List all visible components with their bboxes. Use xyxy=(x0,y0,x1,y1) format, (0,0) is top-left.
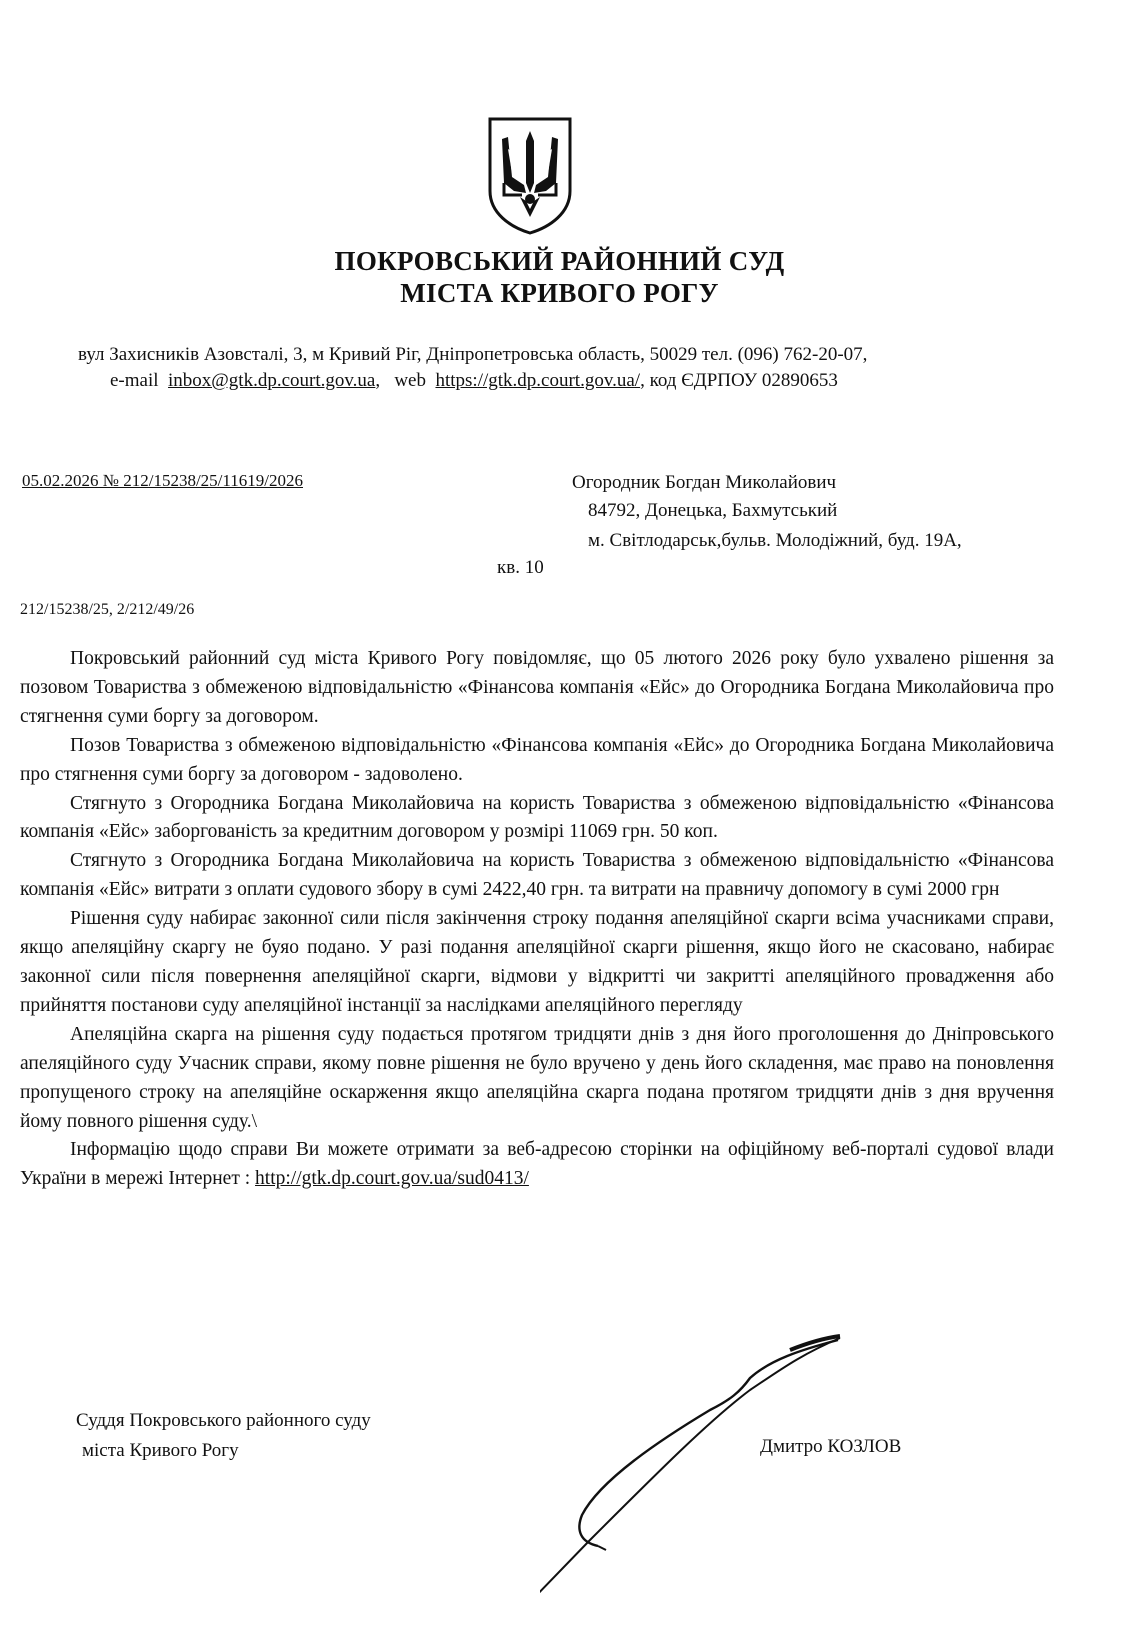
case-info-link[interactable]: http://gtk.dp.court.gov.ua/sud0413/ xyxy=(255,1168,529,1190)
trident-emblem-icon xyxy=(484,113,576,235)
recipient-address-line1: 84792, Донецька, Бахмутський xyxy=(588,500,838,521)
recipient-address-line2: м. Світлодарськ,бульв. Молодіжний, буд. 19А, xyxy=(588,530,962,551)
email-label: e-mail xyxy=(110,370,159,391)
info-text: Інформацію щодо справи Ви можете отримати за веб-адресою сторінки на офіційному веб-порталі судової влади України в мережі Інтернет : xyxy=(20,1139,1054,1190)
web-label: web xyxy=(394,370,426,391)
judge-title xyxy=(76,1406,371,1466)
letter-body xyxy=(20,645,1054,1194)
body-paragraph: Апеляційна скарга на рішення суду подається протягом тридцяти днів з дня його проголошення до Дніпровського апеляційного суду Учасник справи, якому повне рішення не було вручено у день його складення, має право на поновлення пропущеного строку на апеляційне оскарження якщо апеляційна скарга подана протягом тридцяти днів з дня вручення йому повного рішення суду.\ xyxy=(20,1023,1054,1132)
body-paragraph: Покровський районний суд міста Кривого Рогу повідомляє, що 05 лютого 2026 року було ухвалено рішення за позовом Товариства з обмеженою відповідальністю «Фінансова компанія «Ейс» до Огородника Богдана Миколайовича про стягнення суми боргу за договором. xyxy=(20,648,1054,727)
website-link[interactable]: https://gtk.dp.court.gov.ua/ xyxy=(435,370,641,391)
case-numbers: 212/15238/25, 2/212/49/26 xyxy=(20,601,195,618)
judge-title-line2: міста Кривого Рогу xyxy=(82,1440,239,1461)
body-paragraph: Рішення суду набирає законної сили після закінчення строку подання апеляційної скарги всіма учасниками справи, якщо апеляційну скаргу не буяо подано. У разі подання апеляційної скарги рішення, якщо його не скасовано, набирає законної сили після повернення апеляційної скарги, відмови у відкритті чи закритті апеляційного провадження або прийняття постанови суду апеляційної інстанції за наслідками апеляційного перегляду xyxy=(20,908,1054,1016)
judge-title-line1: Суддя Покровського районного суду xyxy=(76,1410,371,1431)
recipient-address-line3: кв. 10 xyxy=(497,557,544,578)
email-link[interactable]: inbox@gtk.dp.court.gov.ua xyxy=(168,370,376,391)
handwritten-signature-icon xyxy=(540,1330,900,1630)
court-name-line2: МІСТА КРИВОГО РОГУ xyxy=(400,278,719,308)
judge-name: Дмитро КОЗЛОВ xyxy=(760,1436,902,1457)
body-paragraph-info xyxy=(20,1136,1054,1194)
court-name-line1: ПОКРОВСЬКИЙ РАЙОННИЙ СУД xyxy=(334,246,785,276)
outgoing-date-number: 05.02.2026 № 212/15238/25/11619/2026 xyxy=(22,471,303,490)
body-paragraph: Стягнуто з Огородника Богдана Миколайовича на користь Товариства з обмеженою відповідальністю «Фінансова компанія «Ейс» заборгованість за кредитним договором у розмірі 11069 грн. 50 коп. xyxy=(20,792,1054,843)
edrpou-code: , код ЄДРПОУ 02890653 xyxy=(640,370,838,391)
court-address: вул Захисників Азовсталі, 3, м Кривий Ріг, Дніпропетровська область, 50029 тел. (096) 762-20-07, xyxy=(78,344,868,365)
court-contacts: e-mail inbox@gtk.dp.court.gov.ua, web https://gtk.dp.court.gov.ua/, код ЄДРПОУ 02890653 xyxy=(110,370,838,391)
recipient-name: Огородник Богдан Миколайович xyxy=(572,472,837,493)
body-paragraph: Позов Товариства з обмеженою відповідальністю «Фінансова компанія «Ейс» до Огородника Богдана Миколайовича про стягнення суми боргу за договором - задоволено. xyxy=(20,734,1054,785)
body-paragraph: Стягнуто з Огородника Богдана Миколайовича на користь Товариства з обмеженою відповідальністю «Фінансова компанія «Ейс» витрати з оплати судового збору в сумі 2422,40 грн. та витрати на правничу допомогу в сумі 2000 грн xyxy=(20,850,1054,901)
